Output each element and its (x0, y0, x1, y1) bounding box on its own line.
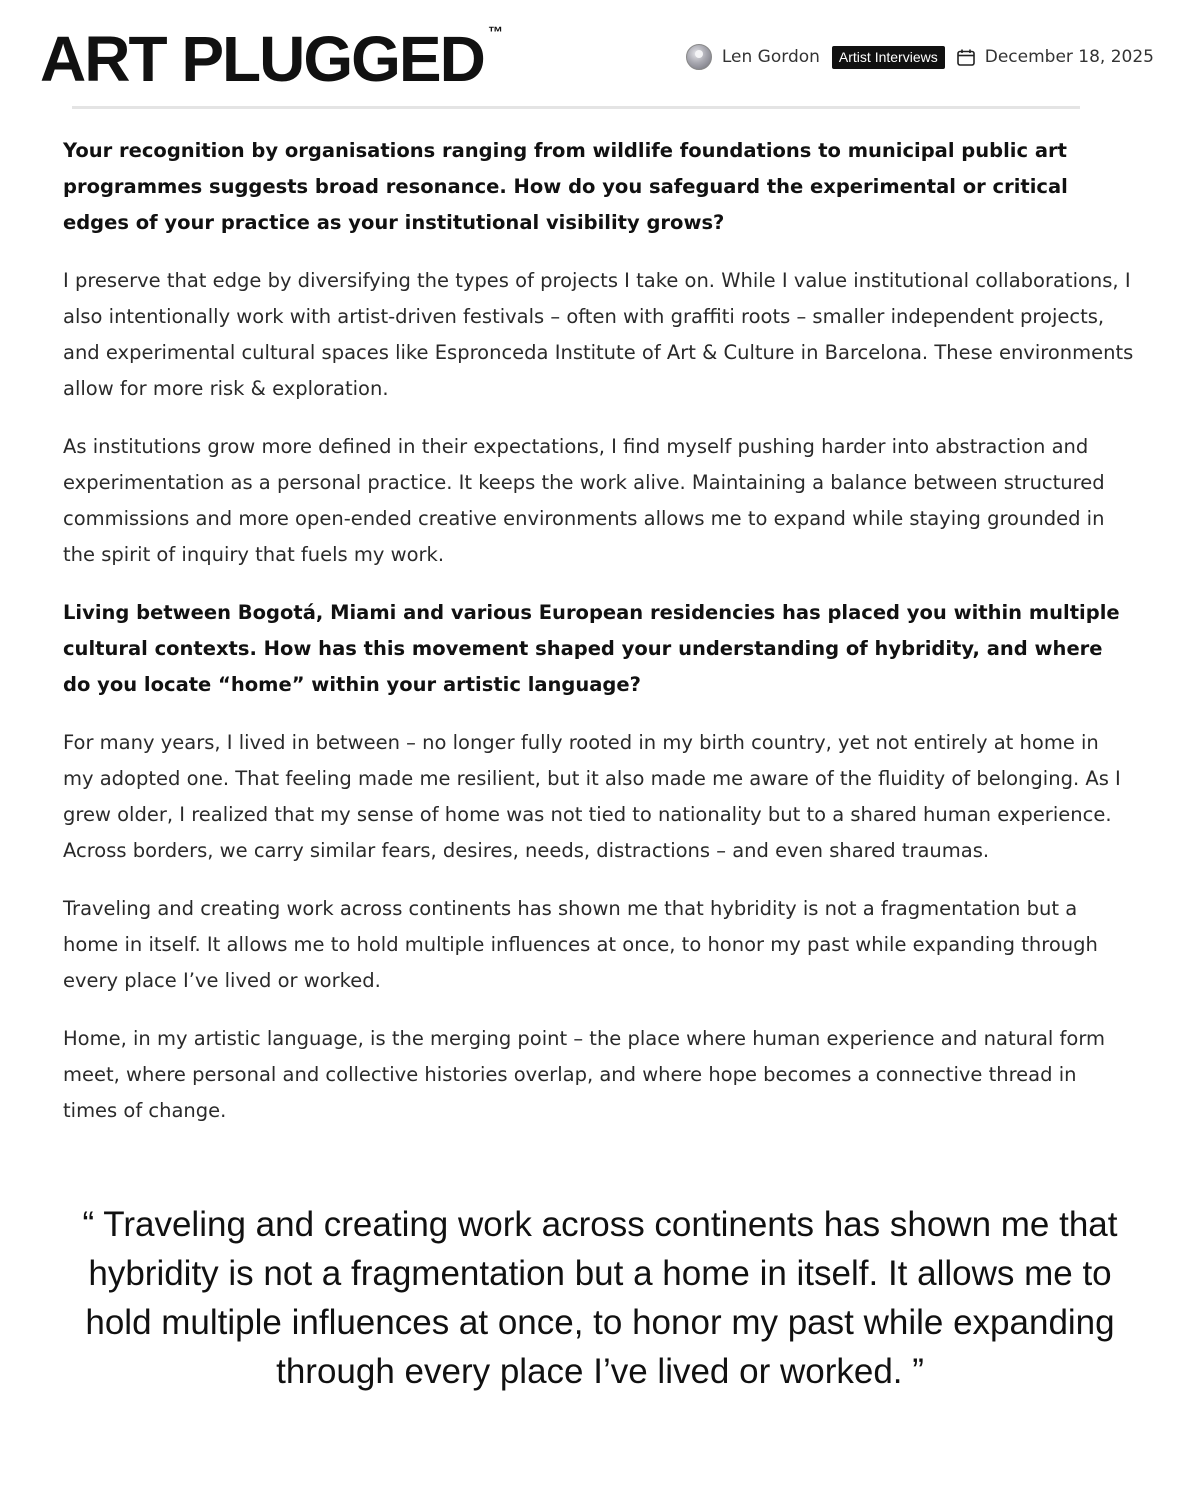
author-name[interactable]: Len Gordon (721, 47, 820, 67)
interview-answer: Traveling and creating work across continents has shown me that hybridity is not a fragmentation but a home in itself. It allows me to hold multiple influences at once, to honor my past while expanding through every place I’ve lived or worked. (63, 897, 1098, 992)
interview-answer: Home, in my artistic language, is the merging point – the place where human experience and natural form meet, where personal and collective histories overlap, and where hope becomes a connective thread in times of change. (63, 1027, 1105, 1122)
post-meta (686, 42, 1154, 72)
calendar-icon (957, 49, 975, 66)
header-divider (72, 106, 1080, 109)
site-logo[interactable]: ART PLUGGED (40, 23, 484, 95)
pull-quote: “ Traveling and creating work across continents has shown me that hybridity is not a fragmentation but a home in itself. It allows me to hold multiple influences at once, to honor my past while expanding through every place I’ve lived or worked. ” (82, 1205, 1118, 1391)
interview-answer: As institutions grow more defined in their expectations, I find myself pushing harder into abstraction and experimentation as a personal practice. It keeps the work alive. Maintaining a balance between structured commissions and more open-ended creative environments allows me to expand while staying grounded in the spirit of inquiry that fuels my work. (63, 435, 1105, 566)
interview-question: Living between Bogotá, Miami and various European residencies has placed you within multiple cultural contexts. How has this movement shaped your understanding of hybridity, and where do you locate “home” within your artistic language? (63, 601, 1120, 696)
category-badge[interactable]: Artist Interviews (832, 46, 945, 69)
post-date: December 18, 2025 (984, 47, 1154, 67)
article-body (63, 133, 1135, 1151)
trademark-mark: ™ (488, 24, 503, 41)
author-avatar[interactable] (686, 44, 712, 70)
site-header (0, 0, 1200, 110)
interview-question: Your recognition by organisations ranging from wildlife foundations to municipal public art programmes suggests broad resonance. How do you safeguard the experimental or critical edges of your practice as your institutional visibility grows? (63, 139, 1068, 234)
interview-answer: For many years, I lived in between – no longer fully rooted in my birth country, yet not entirely at home in my adopted one. That feeling made me resilient, but it also made me aware of the fluidity of belonging. As I grew older, I realized that my sense of home was not tied to nationality but to a shared human experience. Across borders, we carry similar fears, desires, needs, distractions – and even shared traumas. (63, 731, 1121, 862)
interview-answer: I preserve that edge by diversifying the types of projects I take on. While I value institutional collaborations, I also intentionally work with artist-driven festivals – often with graffiti roots – smaller independent projects, and experimental cultural spaces like Espronceda Institute of Art & Culture in Barcelona. These environments allow for more risk & exploration. (63, 269, 1134, 400)
